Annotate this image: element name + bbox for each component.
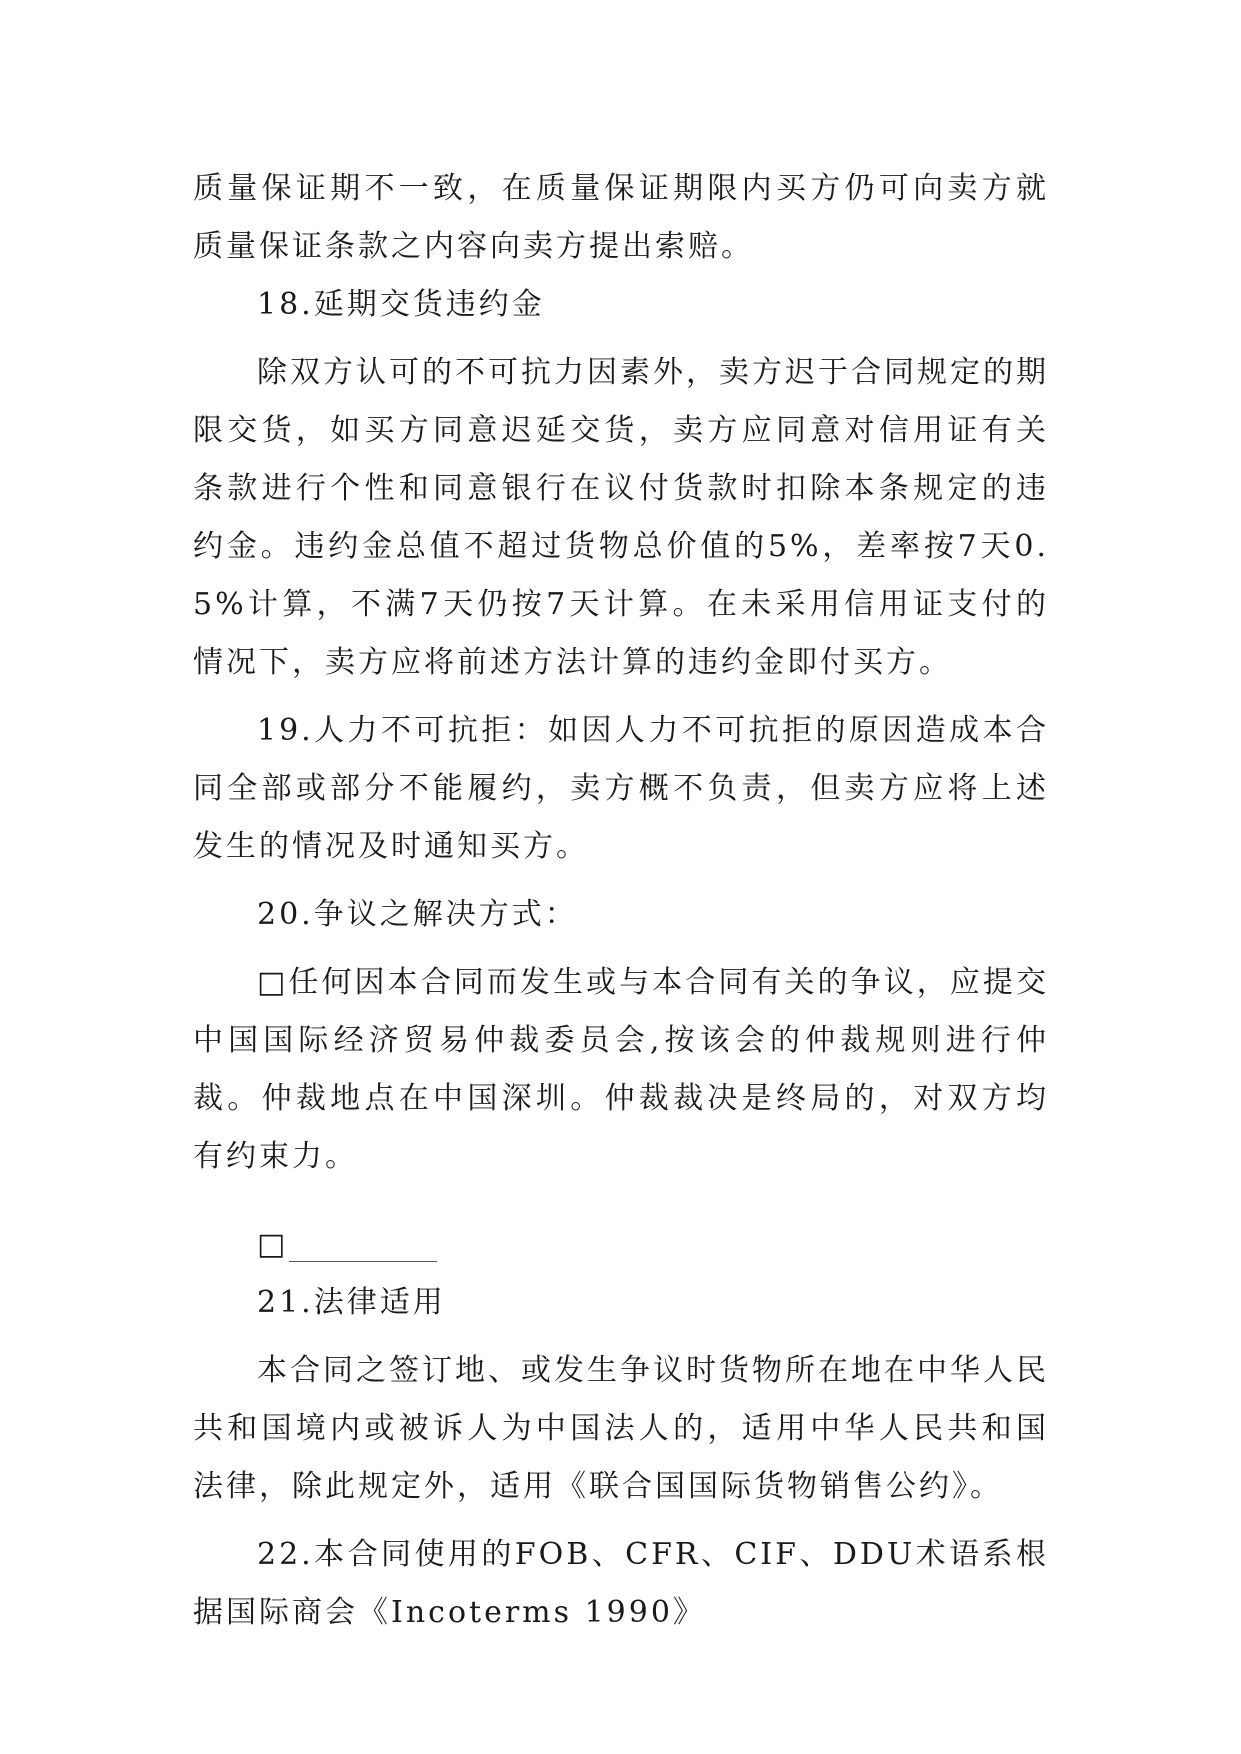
checkbox-icon: □ <box>257 1227 288 1262</box>
clause-21-body: 本合同之签订地、或发生争议时货物所在地在中华人民共和国境内或被诉人为中国法人的，适用中华人民共和国法律，除此规定外，适用《联合国国际货物销售公约》。 <box>193 1353 1049 1504</box>
clause-22-body: 22.本合同使用的FOB、CFR、CIF、DDU术语系根据国际商会《Incoterms 1990》 <box>193 1537 1049 1630</box>
clause-20-heading: 20.争议之解决方式： <box>257 897 578 932</box>
clause-18-body: 除双方认可的不可抗力因素外，卖方迟于合同规定的期限交货，如买方同意迟延交货，卖方应同意对信用证有关条款进行个性和同意银行在议付货款时扣除本条规定的违约金。违约金总值不超过货物总价值的5%，差率按7天0.5%计算，不满7天仍按7天计算。在未采用信用证支付的情况下，卖方应将前述方法计算的违约金即付买方。 <box>193 355 1049 680</box>
paragraph-quality-warranty: 质量保证期不一致，在质量保证期限内买方仍可向卖方就质量保证条款之内容向卖方提出索赔。 <box>193 171 1049 264</box>
clause-19-body: 19.人力不可抗拒：如因人力不可抗拒的原因造成本合同全部或部分不能履约，卖方概不负责，但卖方应将上述发生的情况及时通知买方。 <box>193 713 1049 864</box>
clause-21-heading: 21.法律适用 <box>257 1285 446 1320</box>
clause-18-heading: 18.延期交货违约金 <box>257 287 545 322</box>
blank-fill-line <box>289 1231 437 1262</box>
clause-20-option-blank <box>193 1216 1049 1274</box>
document-body <box>193 160 1049 1642</box>
clause-20-option-arbitration: □任何因本合同而发生或与本合同有关的争议，应提交中国国际经济贸易仲裁委员会,按该会的仲裁规则进行仲裁。仲裁地点在中国深圳。仲裁裁决是终局的，对双方均有约束力。 <box>193 965 1049 1174</box>
